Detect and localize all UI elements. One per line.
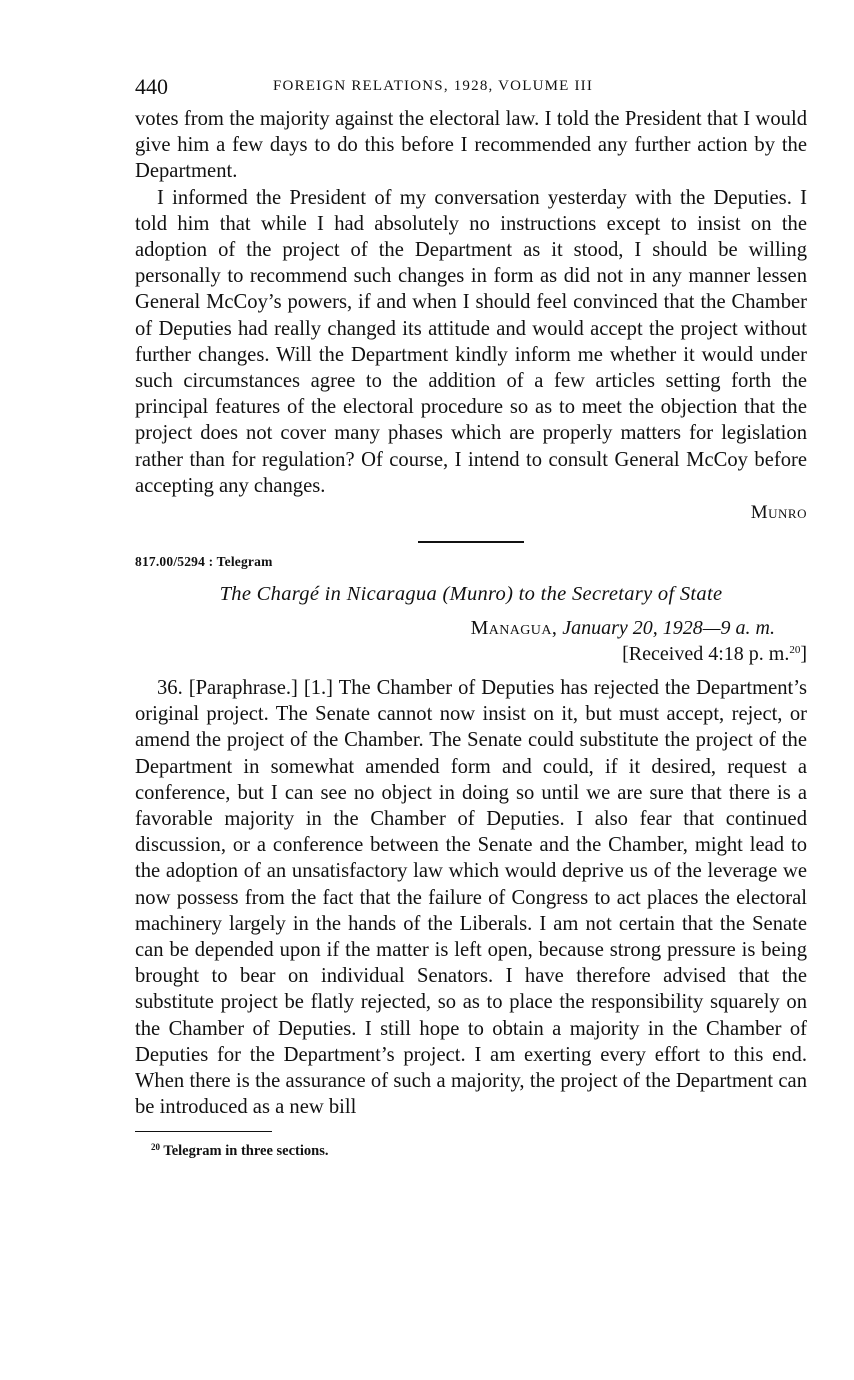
running-head: FOREIGN RELATIONS, 1928, VOLUME III [273,78,594,94]
received-line [135,641,807,667]
section-divider [418,541,524,543]
received-close: ] [800,643,807,666]
file-reference: 817.00/5294 : Telegram [135,554,273,570]
page-header [135,70,807,106]
received-text: [Received 4:18 p. m. [622,643,790,666]
document-title: The Chargé in Nicaragua (Munro) to the Secretary of State [219,583,723,606]
footnote-text: Telegram in three sections. [163,1143,329,1159]
footnote-divider [135,1131,272,1133]
footnote-marker: 20 [789,644,801,657]
body-paragraph: I informed the President of my conversation yesterday with the Deputies. I told him that while I had absolutely no instructions except to insist on the adoption of the project of the Department as it stood, I should be willing personally to recommend such changes in form as did not in any manner lessen General McCoy’s powers, if and when I should feel convinced that the Chamber of Deputies had really changed its attitude and would accept the project without further changes. Will the Department kindly inform me whether it would under such circumstances agree to the addition of a few articles setting forth the principal features of the electoral procedure so as to meet the objection that the project does not cover many phases which are properly matters for legislation rather than for regulation? Of course, I intend to consult General McCoy before accepting any changes. [135,186,807,497]
dateline-date: January 20, 1928—9 a. m. [562,617,775,640]
footnote [135,1142,807,1160]
dateline [135,615,807,641]
telegram-body: 36. [Paraphrase.] [1.] The Chamber of Deputies has rejected the Department’s original project. The Senate cannot now insist on it, but must accept, reject, or amend the project of the Chamber. The Senate could substitute the project of the Department in somewhat amended form and could, if it desired, request a conference, but I can see no object in doing so until we are sure that there is a favorable majority in the Chamber of Deputies. I also fear that continued discussion, or a conference between the Senate and the Chamber, might lead to the adoption of an unsatisfactory law which would deprive us of the leverage we now possess from the fact that the failure of Congress to act places the electoral machinery largely in the hands of the Liberals. I am not certain that the Senate can be depended upon if the matter is left open, because strong pressure is being brought to bear on individual Senators. I have therefore advised that the substitute project be flatly rejected, so as to place the responsibility squarely on the Chamber of Deputies. I still hope to obtain a majority in the Chamber of Deputies for the Department’s project. I am exerting every effort to this end. When there is the assurance of such a majority, the project of the Department can be introduced as a new bill [135,677,807,1119]
continued-paragraph: votes from the majority against the electoral law. I told the President that I would give him a few days to do this before I recommended any further action by the Department. [135,108,807,183]
footnote-number: 20 [151,1142,160,1152]
document-page [135,70,807,1160]
dateline-place: Managua, [470,617,558,640]
page-number: 440 [135,74,168,99]
signature: Munro [750,502,807,524]
